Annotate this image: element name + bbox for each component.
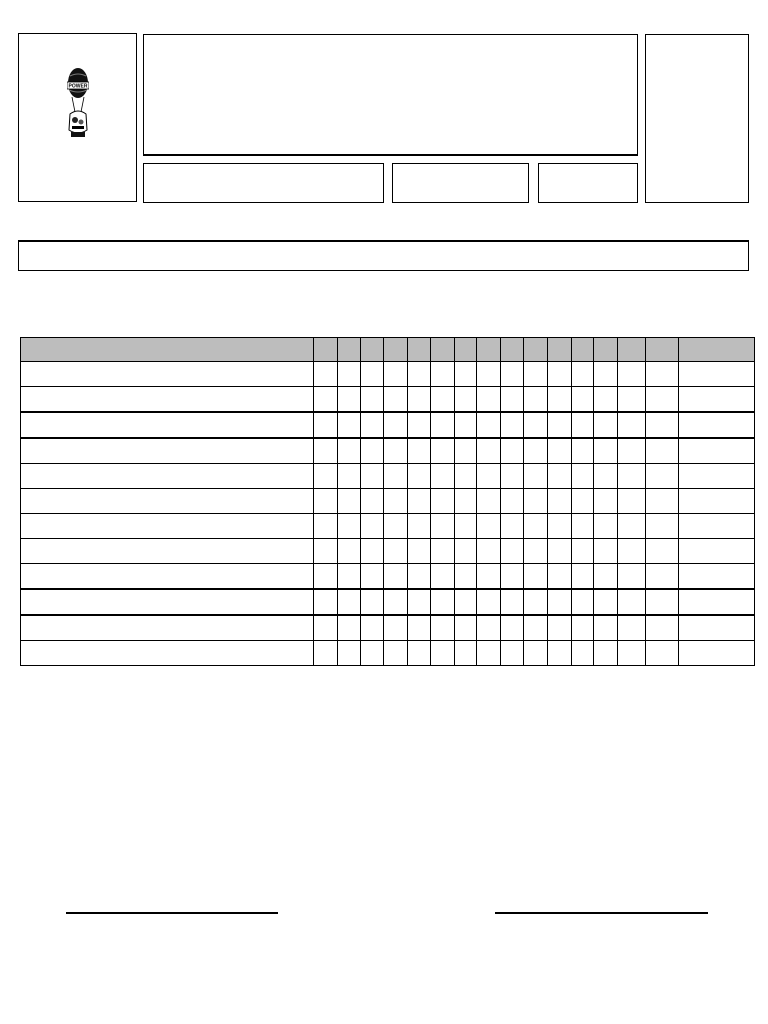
grid-entry-cell[interactable] bbox=[384, 514, 408, 539]
grid-entry-cell[interactable] bbox=[430, 412, 454, 438]
grid-entry-cell[interactable] bbox=[679, 514, 755, 539]
grid-entry-cell[interactable] bbox=[618, 412, 646, 438]
grid-entry-cell[interactable] bbox=[313, 438, 337, 464]
grid-entry-cell[interactable] bbox=[501, 362, 524, 387]
grid-entry-cell[interactable] bbox=[454, 564, 477, 590]
form-title-box bbox=[143, 34, 638, 156]
grid-entry-cell[interactable] bbox=[571, 539, 594, 564]
grid-entry-cell[interactable] bbox=[594, 438, 618, 464]
grid-entry-cell[interactable] bbox=[313, 564, 337, 590]
grid-entry-cell[interactable] bbox=[594, 539, 618, 564]
grid-header-cell bbox=[477, 338, 501, 362]
grid-header-cell bbox=[430, 338, 454, 362]
grid-entry-cell[interactable] bbox=[524, 589, 548, 615]
grid-entry-cell[interactable] bbox=[360, 514, 384, 539]
grid-entry-cell[interactable] bbox=[337, 438, 360, 464]
grid-entry-cell[interactable] bbox=[501, 464, 524, 489]
grid-entry-cell[interactable] bbox=[454, 464, 477, 489]
grid-entry-cell[interactable] bbox=[337, 412, 360, 438]
grid-row bbox=[21, 564, 755, 590]
grid-entry-cell[interactable] bbox=[524, 362, 548, 387]
grid-entry-cell[interactable] bbox=[360, 539, 384, 564]
grid-entry-cell[interactable] bbox=[646, 387, 679, 413]
grid-entry-cell[interactable] bbox=[384, 641, 408, 666]
grid-header-cell bbox=[21, 338, 314, 362]
grid-entry-cell[interactable] bbox=[679, 412, 755, 438]
grid-entry-cell[interactable] bbox=[679, 641, 755, 666]
grid-header-cell bbox=[524, 338, 548, 362]
header-field-b[interactable] bbox=[392, 163, 529, 203]
grid-entry-cell[interactable] bbox=[679, 464, 755, 489]
grid-row bbox=[21, 362, 755, 387]
grid-entry-cell[interactable] bbox=[594, 514, 618, 539]
grid-entry-cell[interactable] bbox=[313, 589, 337, 615]
grid-entry-cell[interactable] bbox=[313, 641, 337, 666]
grid-entry-cell[interactable] bbox=[477, 464, 501, 489]
grid-row bbox=[21, 615, 755, 641]
grid-entry-cell[interactable] bbox=[618, 564, 646, 590]
grid-row-label-cell[interactable] bbox=[21, 564, 314, 590]
grid-entry-cell[interactable] bbox=[408, 387, 431, 413]
grid-entry-cell[interactable] bbox=[679, 387, 755, 413]
grid-entry-cell[interactable] bbox=[430, 438, 454, 464]
grid-entry-cell[interactable] bbox=[430, 387, 454, 413]
grid-header-cell bbox=[408, 338, 431, 362]
grid-entry-cell[interactable] bbox=[454, 514, 477, 539]
grid-entry-cell[interactable] bbox=[408, 438, 431, 464]
grid-row-label-cell[interactable] bbox=[21, 438, 314, 464]
grid-header-cell bbox=[384, 338, 408, 362]
grid-entry-cell[interactable] bbox=[501, 489, 524, 514]
grid-row bbox=[21, 387, 755, 413]
grid-entry-cell[interactable] bbox=[524, 615, 548, 641]
grid-entry-cell[interactable] bbox=[524, 387, 548, 413]
grid-row bbox=[21, 514, 755, 539]
grid-entry-cell[interactable] bbox=[594, 412, 618, 438]
grid-entry-cell[interactable] bbox=[501, 438, 524, 464]
grid-entry-cell[interactable] bbox=[384, 464, 408, 489]
grid-entry-cell[interactable] bbox=[594, 615, 618, 641]
grid-header-cell bbox=[454, 338, 477, 362]
grid-entry-cell[interactable] bbox=[477, 564, 501, 590]
grid-entry-cell[interactable] bbox=[646, 412, 679, 438]
grid-entry-cell[interactable] bbox=[679, 589, 755, 615]
grid-entry-cell[interactable] bbox=[524, 641, 548, 666]
header-field-c[interactable] bbox=[538, 163, 638, 203]
grid-entry-cell[interactable] bbox=[477, 438, 501, 464]
grid-entry-cell[interactable] bbox=[571, 464, 594, 489]
grid-entry-cell[interactable] bbox=[501, 589, 524, 615]
grid-entry-cell[interactable] bbox=[454, 641, 477, 666]
grid-entry-cell[interactable] bbox=[454, 387, 477, 413]
grid-header-cell bbox=[360, 338, 384, 362]
grid-entry-cell[interactable] bbox=[313, 362, 337, 387]
grid-entry-cell[interactable] bbox=[571, 438, 594, 464]
grid-row-label-cell[interactable] bbox=[21, 362, 314, 387]
grid-entry-cell[interactable] bbox=[501, 539, 524, 564]
grid-entry-cell[interactable] bbox=[360, 641, 384, 666]
grid-entry-cell[interactable] bbox=[547, 514, 571, 539]
grid-entry-cell[interactable] bbox=[454, 362, 477, 387]
grid-entry-cell[interactable] bbox=[618, 539, 646, 564]
grid-entry-cell[interactable] bbox=[618, 641, 646, 666]
grid-entry-cell[interactable] bbox=[337, 564, 360, 590]
logo-text: POWER bbox=[68, 83, 88, 90]
grid-entry-cell[interactable] bbox=[571, 615, 594, 641]
grid-entry-cell[interactable] bbox=[313, 464, 337, 489]
grid-entry-cell[interactable] bbox=[337, 387, 360, 413]
grid-entry-cell[interactable] bbox=[408, 539, 431, 564]
grid-entry-cell[interactable] bbox=[384, 362, 408, 387]
grid-entry-cell[interactable] bbox=[646, 564, 679, 590]
grid-row-label-cell[interactable] bbox=[21, 615, 314, 641]
grid-entry-cell[interactable] bbox=[337, 641, 360, 666]
grid-entry-cell[interactable] bbox=[679, 438, 755, 464]
grid-row-label-cell[interactable] bbox=[21, 464, 314, 489]
grid-entry-cell[interactable] bbox=[408, 489, 431, 514]
grid-entry-cell[interactable] bbox=[477, 362, 501, 387]
grid-entry-cell[interactable] bbox=[384, 412, 408, 438]
grid-entry-cell[interactable] bbox=[384, 539, 408, 564]
grid-entry-cell[interactable] bbox=[524, 489, 548, 514]
right-info-box bbox=[645, 34, 749, 203]
grid-entry-cell[interactable] bbox=[477, 539, 501, 564]
data-grid bbox=[20, 337, 755, 666]
grid-entry-cell[interactable] bbox=[454, 615, 477, 641]
grid-entry-cell[interactable] bbox=[337, 464, 360, 489]
grid-entry-cell[interactable] bbox=[646, 589, 679, 615]
signature-line-right bbox=[495, 912, 708, 914]
grid-entry-cell[interactable] bbox=[313, 539, 337, 564]
section-banner bbox=[18, 240, 749, 271]
logo-box bbox=[18, 33, 137, 202]
grid-entry-cell[interactable] bbox=[477, 641, 501, 666]
grid-entry-cell[interactable] bbox=[477, 615, 501, 641]
grid-entry-cell[interactable] bbox=[313, 489, 337, 514]
grid-entry-cell[interactable] bbox=[408, 589, 431, 615]
grid-entry-cell[interactable] bbox=[547, 641, 571, 666]
grid-entry-cell[interactable] bbox=[337, 362, 360, 387]
grid-entry-cell[interactable] bbox=[646, 489, 679, 514]
grid-entry-cell[interactable] bbox=[547, 564, 571, 590]
grid-entry-cell[interactable] bbox=[646, 641, 679, 666]
grid-entry-cell[interactable] bbox=[524, 514, 548, 539]
grid-entry-cell[interactable] bbox=[384, 438, 408, 464]
grid-entry-cell[interactable] bbox=[594, 464, 618, 489]
grid-entry-cell[interactable] bbox=[360, 412, 384, 438]
grid-entry-cell[interactable] bbox=[408, 362, 431, 387]
grid-header-cell bbox=[313, 338, 337, 362]
grid-entry-cell[interactable] bbox=[618, 514, 646, 539]
grid-entry-cell[interactable] bbox=[594, 564, 618, 590]
grid-entry-cell[interactable] bbox=[594, 489, 618, 514]
grid-entry-cell[interactable] bbox=[547, 412, 571, 438]
grid-entry-cell[interactable] bbox=[454, 438, 477, 464]
grid-entry-cell[interactable] bbox=[477, 489, 501, 514]
grid-entry-cell[interactable] bbox=[313, 387, 337, 413]
grid-entry-cell[interactable] bbox=[477, 412, 501, 438]
grid-entry-cell[interactable] bbox=[430, 539, 454, 564]
grid-entry-cell[interactable] bbox=[571, 387, 594, 413]
grid-row-label-cell[interactable] bbox=[21, 641, 314, 666]
header-field-a[interactable] bbox=[143, 163, 384, 203]
grid-entry-cell[interactable] bbox=[524, 564, 548, 590]
grid-entry-cell[interactable] bbox=[360, 362, 384, 387]
grid-entry-cell[interactable] bbox=[646, 362, 679, 387]
grid-entry-cell[interactable] bbox=[477, 514, 501, 539]
grid-entry-cell[interactable] bbox=[430, 589, 454, 615]
grid-entry-cell[interactable] bbox=[430, 641, 454, 666]
grid-entry-cell[interactable] bbox=[501, 412, 524, 438]
grid-entry-cell[interactable] bbox=[360, 564, 384, 590]
grid-row-label-cell[interactable] bbox=[21, 539, 314, 564]
grid-entry-cell[interactable] bbox=[454, 589, 477, 615]
grid-entry-cell[interactable] bbox=[408, 412, 431, 438]
grid-entry-cell[interactable] bbox=[646, 514, 679, 539]
grid-entry-cell[interactable] bbox=[679, 564, 755, 590]
grid-header-cell bbox=[571, 338, 594, 362]
grid-entry-cell[interactable] bbox=[646, 539, 679, 564]
grid-row bbox=[21, 489, 755, 514]
grid-entry-cell[interactable] bbox=[501, 564, 524, 590]
grid-entry-cell[interactable] bbox=[571, 641, 594, 666]
grid-entry-cell[interactable] bbox=[524, 412, 548, 438]
grid-header-cell bbox=[501, 338, 524, 362]
grid-row bbox=[21, 464, 755, 489]
grid-entry-cell[interactable] bbox=[384, 489, 408, 514]
grid-entry-cell[interactable] bbox=[408, 615, 431, 641]
grid-entry-cell[interactable] bbox=[571, 489, 594, 514]
grid-entry-cell[interactable] bbox=[313, 615, 337, 641]
grid-entry-cell[interactable] bbox=[360, 489, 384, 514]
grid-header-cell bbox=[646, 338, 679, 362]
grid-entry-cell[interactable] bbox=[618, 615, 646, 641]
grid-row bbox=[21, 641, 755, 666]
grid-entry-cell[interactable] bbox=[408, 514, 431, 539]
grid-entry-cell[interactable] bbox=[430, 564, 454, 590]
grid-entry-cell[interactable] bbox=[646, 438, 679, 464]
grid-entry-cell[interactable] bbox=[337, 589, 360, 615]
grid-entry-cell[interactable] bbox=[547, 489, 571, 514]
grid-entry-cell[interactable] bbox=[501, 615, 524, 641]
grid-entry-cell[interactable] bbox=[524, 539, 548, 564]
grid-entry-cell[interactable] bbox=[571, 514, 594, 539]
grid-entry-cell[interactable] bbox=[408, 564, 431, 590]
grid-entry-cell[interactable] bbox=[501, 641, 524, 666]
grid-row-label-cell[interactable] bbox=[21, 412, 314, 438]
grid-entry-cell[interactable] bbox=[337, 539, 360, 564]
grid-entry-cell[interactable] bbox=[547, 589, 571, 615]
grid-entry-cell[interactable] bbox=[646, 615, 679, 641]
grid-header-cell bbox=[618, 338, 646, 362]
grid-entry-cell[interactable] bbox=[430, 615, 454, 641]
grid-entry-cell[interactable] bbox=[360, 464, 384, 489]
grid-entry-cell[interactable] bbox=[547, 464, 571, 489]
grid-entry-cell[interactable] bbox=[313, 412, 337, 438]
grid-entry-cell[interactable] bbox=[679, 362, 755, 387]
grid-entry-cell[interactable] bbox=[430, 489, 454, 514]
grid-header-cell bbox=[337, 338, 360, 362]
grid-row-label-cell[interactable] bbox=[21, 514, 314, 539]
grid-entry-cell[interactable] bbox=[408, 641, 431, 666]
grid-entry-cell[interactable] bbox=[501, 387, 524, 413]
grid-row-label-cell[interactable] bbox=[21, 589, 314, 615]
grid-entry-cell[interactable] bbox=[594, 387, 618, 413]
balloon-emblem-icon bbox=[67, 68, 89, 140]
grid-entry-cell[interactable] bbox=[524, 438, 548, 464]
grid-entry-cell[interactable] bbox=[360, 589, 384, 615]
grid-entry-cell[interactable] bbox=[430, 464, 454, 489]
grid-entry-cell[interactable] bbox=[384, 564, 408, 590]
grid-entry-cell[interactable] bbox=[618, 362, 646, 387]
signature-line-left bbox=[66, 912, 278, 914]
grid-entry-cell[interactable] bbox=[547, 362, 571, 387]
grid-entry-cell[interactable] bbox=[337, 489, 360, 514]
grid-entry-cell[interactable] bbox=[384, 387, 408, 413]
grid-entry-cell[interactable] bbox=[547, 539, 571, 564]
grid-entry-cell[interactable] bbox=[618, 489, 646, 514]
grid-row bbox=[21, 412, 755, 438]
grid-entry-cell[interactable] bbox=[454, 489, 477, 514]
grid-row bbox=[21, 438, 755, 464]
grid-entry-cell[interactable] bbox=[477, 589, 501, 615]
grid-entry-cell[interactable] bbox=[524, 464, 548, 489]
grid-entry-cell[interactable] bbox=[547, 387, 571, 413]
grid-header-cell bbox=[594, 338, 618, 362]
grid-entry-cell[interactable] bbox=[337, 615, 360, 641]
grid-header-cell bbox=[679, 338, 755, 362]
grid-row-label-cell[interactable] bbox=[21, 489, 314, 514]
grid-entry-cell[interactable] bbox=[454, 539, 477, 564]
grid-entry-cell[interactable] bbox=[408, 464, 431, 489]
grid-row-label-cell[interactable] bbox=[21, 387, 314, 413]
grid-entry-cell[interactable] bbox=[594, 641, 618, 666]
grid-header-cell bbox=[547, 338, 571, 362]
grid-entry-cell[interactable] bbox=[618, 464, 646, 489]
grid-entry-cell[interactable] bbox=[501, 514, 524, 539]
grid-entry-cell[interactable] bbox=[571, 412, 594, 438]
grid-entry-cell[interactable] bbox=[384, 615, 408, 641]
grid-entry-cell[interactable] bbox=[646, 464, 679, 489]
grid-entry-cell[interactable] bbox=[618, 387, 646, 413]
grid-entry-cell[interactable] bbox=[430, 514, 454, 539]
grid-entry-cell[interactable] bbox=[618, 589, 646, 615]
grid-entry-cell[interactable] bbox=[454, 412, 477, 438]
grid-entry-cell[interactable] bbox=[360, 438, 384, 464]
grid-row bbox=[21, 539, 755, 564]
grid-header-row bbox=[21, 338, 755, 362]
grid-entry-cell[interactable] bbox=[384, 589, 408, 615]
grid-entry-cell[interactable] bbox=[679, 539, 755, 564]
grid-entry-cell[interactable] bbox=[547, 438, 571, 464]
grid-entry-cell[interactable] bbox=[618, 438, 646, 464]
grid-entry-cell[interactable] bbox=[571, 564, 594, 590]
grid-entry-cell[interactable] bbox=[571, 362, 594, 387]
grid-entry-cell[interactable] bbox=[594, 589, 618, 615]
grid-entry-cell[interactable] bbox=[313, 514, 337, 539]
grid-entry-cell[interactable] bbox=[430, 362, 454, 387]
grid-entry-cell[interactable] bbox=[477, 387, 501, 413]
grid-row bbox=[21, 589, 755, 615]
grid-entry-cell[interactable] bbox=[360, 615, 384, 641]
grid-entry-cell[interactable] bbox=[594, 362, 618, 387]
grid-entry-cell[interactable] bbox=[679, 489, 755, 514]
grid-entry-cell[interactable] bbox=[337, 514, 360, 539]
grid-entry-cell[interactable] bbox=[360, 387, 384, 413]
grid-entry-cell[interactable] bbox=[547, 615, 571, 641]
grid-entry-cell[interactable] bbox=[679, 615, 755, 641]
grid-entry-cell[interactable] bbox=[571, 589, 594, 615]
